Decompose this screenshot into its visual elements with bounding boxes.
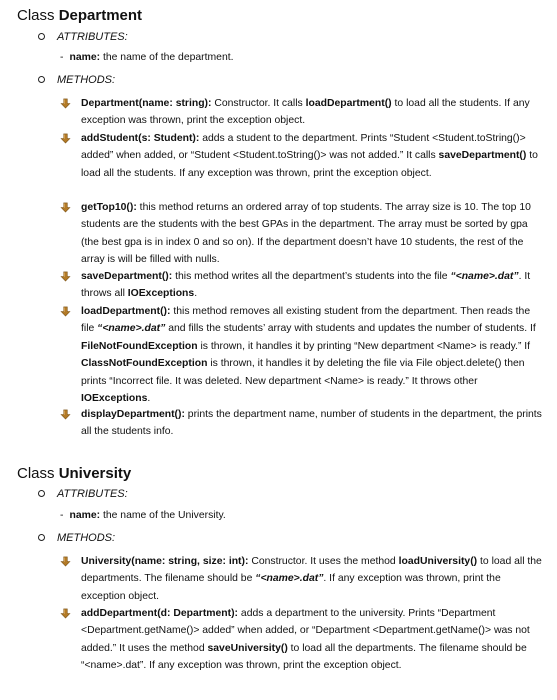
department-class-heading — [17, 7, 142, 25]
university-class-heading — [17, 465, 131, 483]
method-item — [60, 553, 546, 605]
class-name: Department — [58, 7, 143, 24]
method-description-text: Constructor. It calls — [211, 98, 306, 109]
method-item — [60, 303, 546, 407]
method-description-text: to load all the students. If any exception was thrown, print the exception object. — [81, 150, 538, 179]
university-attributes-heading: ATTRIBUTES: — [38, 487, 128, 501]
method-signature: Department(name: string): — [81, 98, 212, 109]
method-item — [60, 406, 546, 441]
department-attribute-name: - name: the name of the department. — [60, 52, 234, 63]
attribute-name-description: the name of the department. — [100, 52, 234, 63]
method-signature: addStudent(s: Student): — [81, 133, 200, 144]
method-description-text: loadUniversity() — [398, 556, 478, 567]
method-description-text: to load all the departments. The filename should be — [81, 556, 542, 585]
method-description-text: this method writes all the department’s students into the file — [172, 271, 451, 282]
class-name: University — [58, 465, 132, 482]
circle-bullet-icon — [38, 76, 45, 83]
method-description-text: this method returns an ordered array of top students. The array size is 10. The top 10 students are the students with the best GPAs in the department. The array must be sorted by gpa (the best gpa is in index 0 and so on). If the department doesn’t have 10 students, the rest of the array is will be filled with nulls. — [81, 202, 531, 266]
method-description-text: “<name>.dat” — [450, 271, 519, 282]
method-description-text: ClassNotFoundException — [81, 358, 208, 370]
method-description-text: adds a department to the university. Prints “Department <Department.getName()> added” when added, or “Department <Department.getName()> was not added.” It uses the method — [81, 608, 530, 654]
method-description-text: IOExceptions — [127, 288, 195, 300]
attribute-name-label: name: — [69, 510, 101, 521]
method-description-text: . — [194, 288, 198, 300]
class-prefix: Class — [17, 7, 59, 24]
method-description-text: IOExceptions — [81, 393, 148, 405]
attribute-name-label: name: — [69, 52, 101, 63]
method-item — [60, 268, 546, 303]
method-item — [60, 95, 546, 130]
method-description-text: “<name>.dat” — [255, 573, 324, 585]
method-item — [60, 199, 546, 269]
department-methods-heading: METHODS: — [38, 73, 115, 87]
method-item — [60, 130, 546, 182]
arrow-bullet-icon — [60, 202, 71, 213]
method-signature: addDepartment(d: Department): — [81, 608, 239, 619]
method-description-text: . It throws all — [81, 271, 531, 300]
method-description-text: adds a student to the department. Prints “Student <Student.toString()> added” when added, or “Student <Student.toString()> was not added.” It calls — [81, 133, 526, 162]
university-methods-heading: METHODS: — [38, 531, 115, 545]
circle-bullet-icon — [38, 490, 45, 497]
arrow-bullet-icon — [60, 608, 71, 619]
attribute-name-description: the name of the University. — [100, 510, 226, 521]
method-signature: getTop10(): — [81, 202, 137, 213]
circle-bullet-icon — [38, 534, 45, 541]
method-description-text: is thrown, it handles it by deleting the file via File object.delete() then prints “Incorrect file. It was deleted. New department <Name> is ready.” It throws other — [81, 358, 525, 387]
method-description-text: saveDepartment() — [438, 150, 527, 162]
method-description-text: this method removes all existing student from the department. Then reads the file — [81, 306, 531, 335]
method-description-text: “<name>.dat” — [97, 323, 166, 335]
circle-bullet-icon — [38, 33, 45, 40]
method-description-text: Constructor. It uses the method — [248, 556, 399, 567]
arrow-bullet-icon — [60, 409, 71, 420]
method-signature: loadDepartment(): — [81, 306, 171, 317]
method-description-text: prints the department name, number of students in the department, the prints all the students info. — [81, 409, 542, 438]
method-description-text: to load all the departments. The filename should be “<name>.dat”. If any exception was thrown, print the exception object. — [81, 642, 527, 672]
method-description-text: FileNotFoundException — [81, 340, 198, 352]
class-prefix: Class — [17, 465, 59, 482]
method-description-text: is thrown, it handles it by printing “New department <Name> is ready.” If — [197, 340, 531, 352]
method-signature: saveDepartment(): — [81, 271, 173, 282]
method-description-text: and fills the students’ array with students and updates the number of students. If — [165, 323, 536, 335]
method-signature: University(name: string, size: int): — [81, 556, 249, 567]
method-description-text: . — [147, 393, 151, 405]
arrow-bullet-icon — [60, 556, 71, 567]
arrow-bullet-icon — [60, 271, 71, 282]
department-attributes-heading: ATTRIBUTES: — [38, 30, 128, 44]
arrow-bullet-icon — [60, 133, 71, 144]
arrow-bullet-icon — [60, 306, 71, 317]
method-description-text: saveUniversity() — [207, 642, 288, 654]
arrow-bullet-icon — [60, 98, 71, 109]
method-description-text: loadDepartment() — [305, 98, 392, 109]
method-description-text: to load all the students. If any exception was thrown, print the exception object. — [81, 98, 530, 127]
university-attribute-name: - name: the name of the University. — [60, 510, 226, 521]
method-signature: displayDepartment(): — [81, 409, 185, 420]
method-description-text: . If any exception was thrown, print the exception object. — [81, 573, 501, 602]
method-item — [60, 605, 546, 675]
